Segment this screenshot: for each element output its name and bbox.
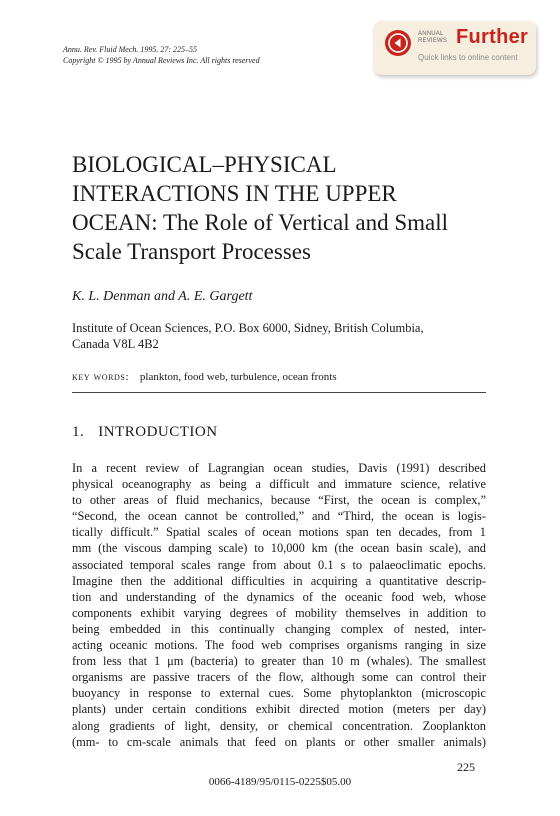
reviews-label: REVIEWS bbox=[418, 38, 448, 44]
affiliation-line: Institute of Ocean Sciences, P.O. Box 6000, Sidney, British Columbia, bbox=[72, 321, 424, 335]
text-line: tion and understanding of the dynamics of the oceanic food web, whose bbox=[72, 589, 486, 604]
article-title bbox=[72, 150, 512, 266]
title-line: Scale Transport Processes bbox=[72, 239, 311, 264]
annual-label: ANNUAL bbox=[418, 31, 444, 37]
text-line: mm (the viscous damping scale) to 10,000 km (the ocean basin scale), and bbox=[72, 541, 486, 556]
text-line: associated temporal scales range from about 0.1 s to palaeoclimatic epochs. bbox=[72, 557, 486, 572]
text-line: from less that 1 μm (bacteria) to greater than 10 m (whales). The smallest bbox=[72, 654, 486, 669]
section-number: 1. bbox=[72, 424, 85, 440]
keywords-label: key words: bbox=[72, 371, 130, 383]
affiliation-line: Canada V8L 4B2 bbox=[72, 337, 159, 351]
keywords bbox=[72, 371, 337, 383]
text-line: to other areas of fluid mechanics, because “First, the ocean is complex,” bbox=[72, 493, 486, 508]
play-circle-icon bbox=[385, 30, 411, 56]
text-line: physical oceanography as being a difficult and immature science, relative bbox=[72, 477, 486, 492]
text-line: organisms are passive tracers of the flow, although some can control their bbox=[72, 670, 486, 685]
text-line: acting oceanic motions. The food web comprises organisms ranging in size bbox=[72, 638, 486, 653]
divider bbox=[72, 392, 486, 393]
text-line: Imagine then the additional difficulties in acquiring a quantitative descrip- bbox=[72, 573, 486, 588]
title-line: INTERACTIONS IN THE UPPER bbox=[72, 181, 397, 206]
page-number: 225 bbox=[457, 760, 475, 774]
title-line: OCEAN: The Role of Vertical and Small bbox=[72, 210, 449, 235]
text-line: components exhibit varying degrees of mobility themselves in addition to bbox=[72, 605, 486, 620]
further-wordmark: Further bbox=[456, 26, 529, 48]
journal-line: Annu. Rev. Fluid Mech. 1995. 27: 225–55 bbox=[63, 45, 198, 54]
authors: K. L. Denman and A. E. Gargett bbox=[72, 289, 253, 304]
annual-reviews-logo bbox=[418, 31, 447, 45]
text-line: (mm- to cm-scale animals that feed on plants or other smaller animals) bbox=[72, 734, 486, 749]
fee-code: 0066-4189/95/0115-0225$05.00 bbox=[208, 776, 352, 788]
text-line: along gradients of light, density, or chemical concentration. Zooplankton bbox=[72, 718, 486, 733]
further-tagline: Quick links to online content bbox=[418, 53, 518, 62]
text-line: tically difficult.” Spatial scales of ocean motions span ten decades, from 1 bbox=[72, 525, 486, 540]
section-heading bbox=[72, 424, 218, 441]
title-line: BIOLOGICAL–PHYSICAL bbox=[72, 152, 337, 177]
journal-citation bbox=[63, 44, 260, 66]
section-title: INTRODUCTION bbox=[98, 424, 218, 440]
keywords-list: plankton, food web, turbulence, ocean fronts bbox=[139, 371, 337, 383]
further-badge[interactable] bbox=[374, 21, 536, 75]
text-line: In a recent review of Lagrangian ocean studies, Davis (1991) described bbox=[72, 461, 486, 475]
text-line: being embedded in this continually changing complex of nested, inter- bbox=[72, 621, 486, 636]
body-paragraph bbox=[72, 460, 486, 750]
text-line: plants) under certain conditions exhibit directed motion (meters per day) bbox=[72, 702, 486, 717]
text-line: buoyancy in response to external cues. Some phytoplankton (microscopic bbox=[72, 686, 486, 701]
affiliation bbox=[72, 320, 492, 352]
text-line: “Second, the ocean cannot be controlled,” and “Third, the ocean is logis- bbox=[72, 509, 486, 524]
copyright-line: Copyright © 1995 by Annual Reviews Inc. All rights reserved bbox=[63, 56, 260, 65]
